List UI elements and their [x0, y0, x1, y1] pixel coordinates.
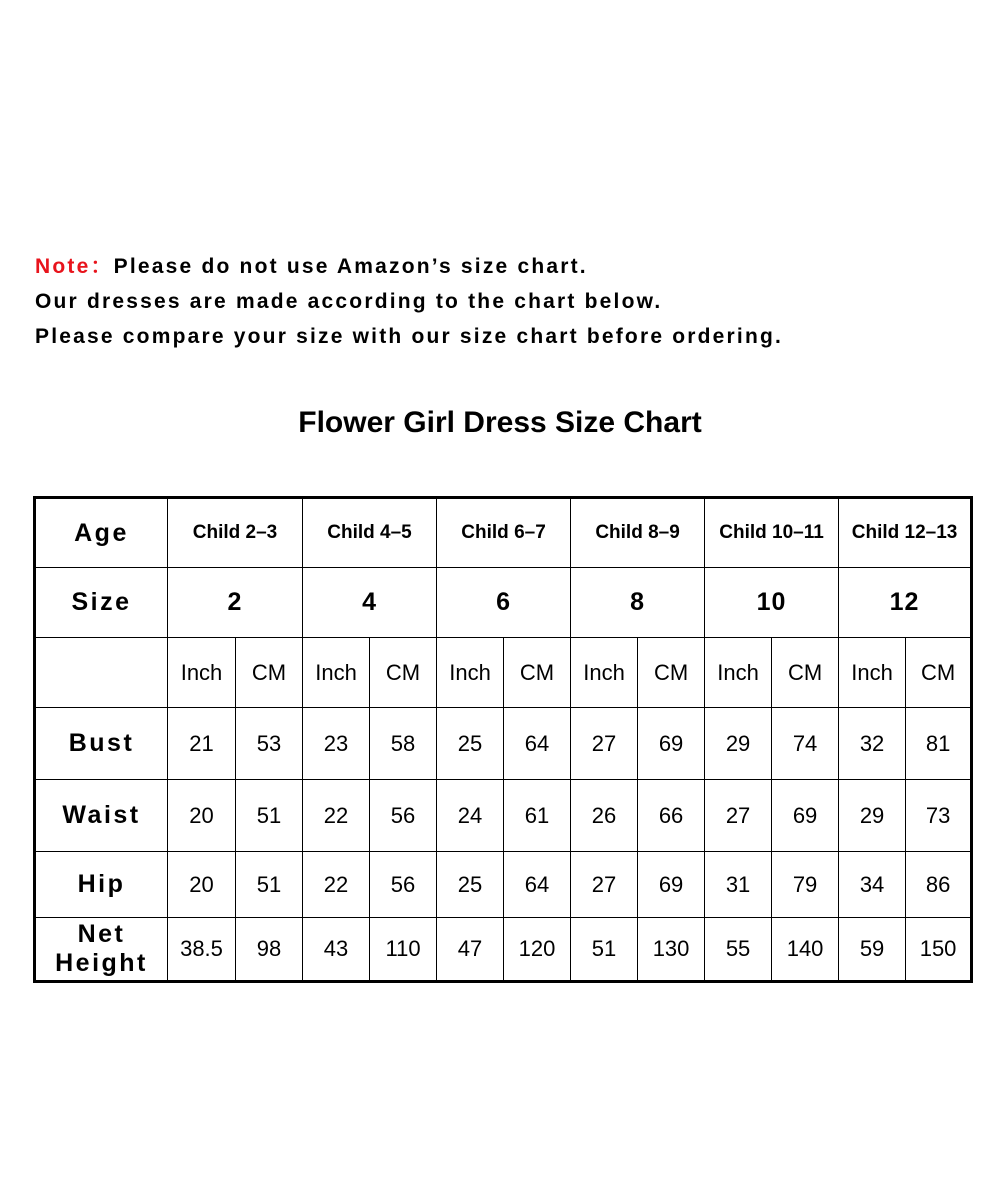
unit-inch-cell: Inch	[705, 638, 772, 708]
bust-value-cell: 69	[638, 708, 705, 780]
note-line-2: Our dresses are made according to the chart below.	[35, 290, 663, 313]
hip-row	[35, 852, 972, 918]
hip-value-cell: 20	[168, 852, 236, 918]
unit-cm-cell: CM	[236, 638, 303, 708]
bust-value-cell: 58	[370, 708, 437, 780]
unit-cm-cell: CM	[906, 638, 972, 708]
size-chart-table	[33, 496, 973, 983]
unit-cm-cell: CM	[504, 638, 571, 708]
waist-value-cell: 73	[906, 780, 972, 852]
bust-value-cell: 74	[772, 708, 839, 780]
unit-cm-cell: CM	[370, 638, 437, 708]
net-height-value-cell: 140	[772, 918, 839, 982]
bust-value-cell: 27	[571, 708, 638, 780]
note-text-1: Please do not use Amazon’s size chart.	[113, 255, 588, 278]
net-height-value-cell: 38.5	[168, 918, 236, 982]
net-height-value-cell: 59	[839, 918, 906, 982]
hip-value-cell: 34	[839, 852, 906, 918]
net-height-value-cell: 55	[705, 918, 772, 982]
net-height-value-cell: 43	[303, 918, 370, 982]
waist-value-cell: 27	[705, 780, 772, 852]
unit-inch-cell: Inch	[839, 638, 906, 708]
bust-value-cell: 21	[168, 708, 236, 780]
age-cell: Child 2–3	[168, 498, 303, 568]
age-cell: Child 6–7	[437, 498, 571, 568]
waist-value-cell: 29	[839, 780, 906, 852]
waist-value-cell: 24	[437, 780, 504, 852]
waist-value-cell: 66	[638, 780, 705, 852]
waist-value-cell: 61	[504, 780, 571, 852]
net-height-value-cell: 110	[370, 918, 437, 982]
unit-inch-cell: Inch	[437, 638, 504, 708]
bust-value-cell: 64	[504, 708, 571, 780]
size-cell: 10	[705, 568, 839, 638]
note-label: Note：	[35, 255, 114, 278]
net-height-label-line-2: Height	[55, 949, 148, 977]
waist-value-cell: 56	[370, 780, 437, 852]
hip-value-cell: 51	[236, 852, 303, 918]
net-height-value-cell: 47	[437, 918, 504, 982]
net-height-value-cell: 150	[906, 918, 972, 982]
bust-value-cell: 29	[705, 708, 772, 780]
hip-value-cell: 31	[705, 852, 772, 918]
unit-inch-cell: Inch	[303, 638, 370, 708]
waist-value-cell: 22	[303, 780, 370, 852]
unit-cm-cell: CM	[772, 638, 839, 708]
units-row	[35, 638, 972, 708]
hip-value-cell: 27	[571, 852, 638, 918]
hip-value-cell: 64	[504, 852, 571, 918]
note-line-3: Please compare your size with our size chart before ordering.	[35, 325, 784, 348]
bust-header: Bust	[35, 708, 168, 780]
waist-value-cell: 20	[168, 780, 236, 852]
waist-value-cell: 51	[236, 780, 303, 852]
waist-value-cell: 69	[772, 780, 839, 852]
hip-value-cell: 22	[303, 852, 370, 918]
net-height-header	[35, 918, 168, 982]
hip-value-cell: 25	[437, 852, 504, 918]
units-header-empty	[35, 638, 168, 708]
size-row	[35, 568, 972, 638]
waist-value-cell: 26	[571, 780, 638, 852]
notes-block	[35, 249, 975, 354]
bust-value-cell: 53	[236, 708, 303, 780]
waist-header: Waist	[35, 780, 168, 852]
net-height-value-cell: 98	[236, 918, 303, 982]
hip-value-cell: 69	[638, 852, 705, 918]
net-height-value-cell: 120	[504, 918, 571, 982]
waist-row	[35, 780, 972, 852]
size-cell: 2	[168, 568, 303, 638]
hip-value-cell: 56	[370, 852, 437, 918]
age-row	[35, 498, 972, 568]
age-cell: Child 12–13	[839, 498, 972, 568]
size-cell: 12	[839, 568, 972, 638]
age-cell: Child 8–9	[571, 498, 705, 568]
hip-value-cell: 79	[772, 852, 839, 918]
bust-value-cell: 81	[906, 708, 972, 780]
bust-value-cell: 23	[303, 708, 370, 780]
size-header: Size	[35, 568, 168, 638]
net-height-value-cell: 51	[571, 918, 638, 982]
bust-value-cell: 32	[839, 708, 906, 780]
net-height-value-cell: 130	[638, 918, 705, 982]
net-height-label-line-1: Net	[77, 920, 126, 948]
size-cell: 8	[571, 568, 705, 638]
age-header: Age	[35, 498, 168, 568]
bust-row	[35, 708, 972, 780]
hip-header: Hip	[35, 852, 168, 918]
chart-title: Flower Girl Dress Size Chart	[298, 406, 702, 439]
note-line-1	[35, 249, 975, 284]
unit-inch-cell: Inch	[571, 638, 638, 708]
age-cell: Child 10–11	[705, 498, 839, 568]
unit-cm-cell: CM	[638, 638, 705, 708]
unit-inch-cell: Inch	[168, 638, 236, 708]
net-height-row	[35, 918, 972, 982]
hip-value-cell: 86	[906, 852, 972, 918]
age-cell: Child 4–5	[303, 498, 437, 568]
size-cell: 4	[303, 568, 437, 638]
size-cell: 6	[437, 568, 571, 638]
bust-value-cell: 25	[437, 708, 504, 780]
